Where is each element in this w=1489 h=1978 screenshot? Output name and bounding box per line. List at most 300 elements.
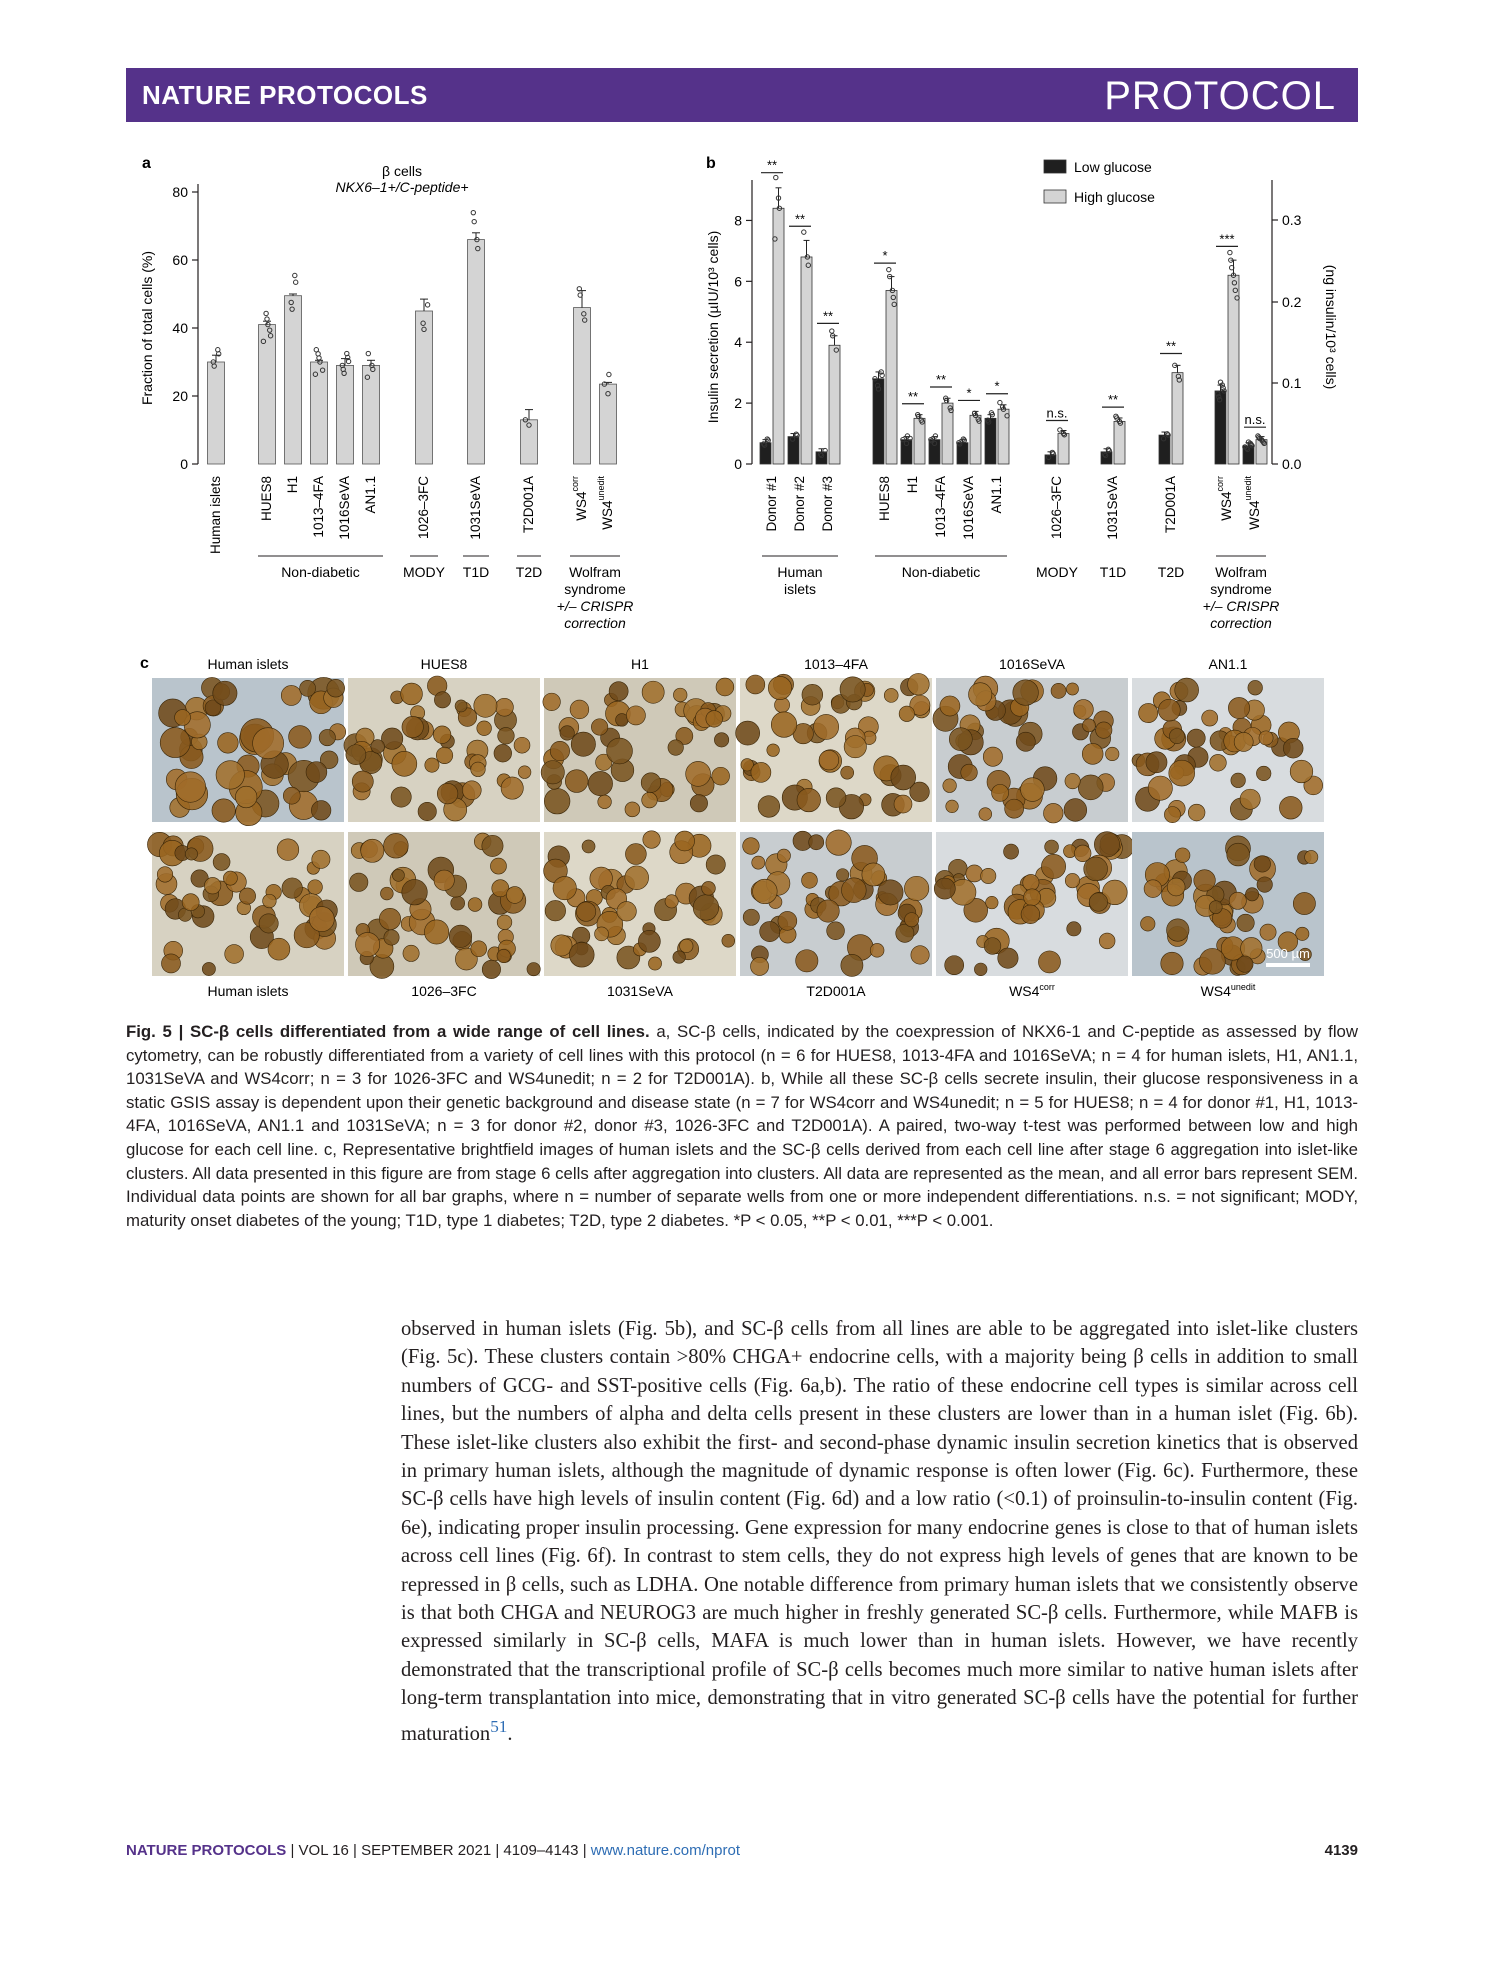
footer-date: SEPTEMBER 2021 [361, 1842, 492, 1859]
chart-b-ylabel: Insulin secretion (µIU/10³ cells) [705, 230, 721, 424]
chart-a-title: β cells [382, 163, 422, 179]
micrograph-top-label: 1016SeVA [999, 656, 1065, 672]
cluster [268, 938, 290, 960]
cluster [541, 761, 564, 784]
chart-b-bar-high [801, 257, 812, 464]
cluster [702, 881, 716, 895]
cluster [371, 740, 385, 754]
cluster [545, 900, 566, 921]
cluster [384, 833, 409, 858]
cluster [827, 922, 845, 940]
cluster [643, 831, 660, 848]
cluster [706, 855, 725, 874]
cluster [598, 795, 612, 809]
chart-b-legend-swatch [1044, 160, 1066, 173]
cluster [560, 726, 574, 740]
chart-a-xtick-label: 1013–4FA [310, 476, 326, 538]
chart-b-datapoint [1221, 386, 1225, 390]
chart-b-xtick-label: H1 [904, 476, 920, 494]
cluster [436, 747, 453, 764]
cluster [449, 925, 472, 948]
cluster [425, 758, 439, 772]
cluster [904, 876, 928, 900]
cluster [706, 711, 723, 728]
chart-b-bar-low [1159, 435, 1170, 464]
cluster [716, 678, 734, 696]
cluster [506, 887, 523, 904]
cluster [384, 930, 399, 945]
cluster [934, 878, 955, 899]
cluster [403, 945, 419, 961]
panel-label-b: b [706, 155, 716, 172]
cluster [1082, 719, 1095, 732]
cluster [392, 869, 404, 881]
cluster [213, 681, 237, 705]
chart-b-bar-high [1172, 373, 1183, 464]
chart-a-group-label-line1: Non-diabetic [281, 564, 360, 580]
cluster [752, 856, 765, 869]
chart-b-ytick-label: 2 [734, 395, 742, 412]
cluster [1209, 901, 1222, 914]
cluster [648, 957, 661, 970]
cluster [673, 688, 687, 702]
cluster [490, 858, 506, 874]
chart-b-ytick-label: 6 [734, 273, 742, 290]
cluster [1187, 729, 1205, 747]
chart-b-xtick-label: 1026–3FC [1048, 476, 1064, 540]
cluster [809, 835, 824, 850]
cluster [814, 714, 839, 739]
cluster [1139, 703, 1158, 722]
chart-b-sig-label: ** [1107, 392, 1119, 408]
cluster [1259, 731, 1273, 745]
chart-a-group-label-line2: syndrome [564, 581, 626, 597]
chart-a-xtick-label: T2D001A [520, 476, 536, 534]
cluster [844, 736, 866, 758]
cluster [1148, 776, 1172, 800]
cluster [175, 710, 191, 726]
cluster [462, 781, 481, 800]
cluster [891, 765, 916, 790]
cluster [665, 895, 678, 908]
chart-b-sig-label: n.s. [1046, 405, 1068, 421]
cluster [1202, 710, 1218, 726]
chart-b-bar-high [886, 290, 897, 464]
cluster [758, 796, 780, 818]
cluster [642, 792, 658, 808]
chart-a-datapoint [472, 219, 476, 223]
chart-b-sig-label: n.s. [1244, 412, 1266, 428]
cluster [543, 693, 561, 711]
cluster [1175, 678, 1199, 702]
chart-a-xtick-label: 1031SeVA [467, 476, 483, 540]
chart-a-xtick-label: 1026–3FC [415, 476, 431, 540]
chart-a-datapoint [293, 273, 297, 277]
chart-b-sig-label: * [994, 378, 1000, 394]
cluster [306, 762, 327, 783]
cluster [1254, 856, 1270, 872]
chart-b-xtick-label: AN1.1 [988, 476, 1004, 514]
cluster [361, 839, 384, 862]
chart-b-bar-high [1058, 434, 1069, 464]
cluster [327, 679, 345, 697]
cluster [836, 869, 848, 881]
cluster [1021, 778, 1045, 802]
cluster [1078, 775, 1103, 800]
chart-a-group-label-line3: +/– CRISPR [556, 598, 634, 614]
chart-b-xtick-label: Donor #2 [791, 476, 807, 532]
cluster [617, 902, 636, 921]
cluster [966, 865, 983, 882]
cluster [497, 949, 510, 962]
cluster [160, 728, 190, 758]
cluster [802, 684, 823, 705]
micrograph-panel [126, 650, 1358, 1010]
cluster [1188, 804, 1205, 821]
chart-b-datapoint [1058, 428, 1062, 432]
micrograph-bottom-label: $WS4^{unedit}$ [1200, 982, 1256, 999]
cluster [1005, 799, 1024, 818]
cluster [1023, 874, 1039, 890]
chart-a-xtick-label: $WS4^{unedit}$ [596, 476, 615, 530]
cluster [312, 850, 330, 868]
cluster [402, 879, 428, 905]
chart-a-bar [363, 365, 380, 464]
cluster [418, 802, 436, 820]
chart-b-xtick-label: Donor #1 [763, 476, 779, 532]
cluster [862, 863, 885, 886]
cluster [544, 788, 570, 814]
cluster [204, 877, 221, 894]
cluster [1016, 732, 1035, 751]
cluster [239, 888, 255, 904]
micrograph-bottom-label: 1026–3FC [411, 983, 477, 999]
cluster [218, 733, 239, 754]
cluster [495, 698, 513, 716]
micrograph-bottom-label: 1031SeVA [607, 983, 673, 999]
chart-a-datapoint [366, 351, 370, 355]
chart-b-sig-label: ** [766, 157, 778, 173]
cluster [884, 688, 898, 702]
cluster [894, 795, 912, 813]
scale-bar [1266, 963, 1310, 967]
cluster [1237, 956, 1253, 972]
cluster [642, 681, 664, 703]
scale-bar-label: 500 µm [1266, 946, 1310, 961]
chart-a-datapoint [265, 317, 269, 321]
cluster [1089, 893, 1107, 911]
chart-b-ytick-right-label: 0.1 [1282, 375, 1302, 391]
cluster [1169, 729, 1184, 744]
chart-b-bar-high [914, 418, 925, 464]
cluster [1038, 951, 1060, 973]
cluster [565, 770, 588, 793]
cluster [1066, 683, 1078, 695]
cluster [943, 779, 957, 793]
cluster [157, 867, 172, 882]
cluster [281, 685, 301, 705]
chart-b-xtick-label: $WS4^{corr}$ [1215, 476, 1234, 521]
cluster [796, 950, 818, 972]
cluster [1231, 773, 1246, 788]
cluster [455, 700, 467, 712]
cluster [641, 773, 661, 793]
body-paragraph: observed in human islets (Fig. 5b), and SC-β cells from all lines are able to be aggregated into islet-like clusters (Fig. 5c). These clusters contain >80% CHGA+ endocrine cells, with a majority being β cells in addition to small numbers of GCG- and SST-positive cells (Fig. 6a,b). The ratio of these endocrine cell types is similar across cell lines, but the numbers of alpha and delta cells present in these clusters are lower than in a human islet (Fig. 6b). These islet-like clusters also exhibit the first- and second-phase dynamic insulin secretion kinetics that is observed in primary human islets, although the magnitude of dynamic response is often lower (Fig. 6c). Furthermore, these SC-β cells have high levels of insulin content (Fig. 6d) and a low ratio (<0.1) of proinsulin-to-insulin content (Fig. 6e), indicating proper insulin processing. Gene expression for many endocrine genes is close to that of human islets across cell lines (Fig. 6f). In contrast to stem cells, they do not express high levels of genes that are known to be repressed in β cells, such as LDHA. One notable difference from primary human islets that we consistently observe is that both CHGA and NEUROG3 are much higher in freshly generated SC-β cells. Furthermore, while MAFB is expressed similarly in SC-β cells, MAFA is much lower than in human islets. However, we have recently demonstrated that the transcriptional profile of SC-β cells becomes much more similar to native human islets after long-term transplantation into mice, demonstrating that in vitro generated SC-β cells have the potential for further maturation$^{51}$. [401, 1318, 1358, 1745]
cluster [553, 876, 576, 899]
cluster [498, 727, 515, 744]
cluster [826, 830, 851, 855]
cluster [263, 894, 277, 908]
cluster [1199, 948, 1225, 974]
micrograph-top-label: H1 [631, 656, 649, 672]
chart-b-bar-high [970, 415, 981, 464]
chart-b-datapoint [933, 434, 937, 438]
cluster [1067, 922, 1081, 936]
chart-a-group-label-line1: Wolfram [569, 564, 621, 580]
cluster [983, 747, 1002, 766]
chart-a-xtick-label: HUES8 [258, 476, 274, 522]
cluster [750, 957, 768, 975]
cluster [1305, 850, 1318, 863]
cluster [356, 932, 380, 956]
chart-a-group-label-line1: T1D [462, 564, 490, 580]
footer-pages: 4109–4143 [503, 1842, 579, 1859]
cluster [437, 783, 458, 804]
cluster [1045, 840, 1059, 854]
cluster [401, 683, 423, 705]
cluster [1164, 807, 1180, 823]
chart-b-ytick-right-label: 0.3 [1282, 212, 1302, 228]
cluster [434, 870, 454, 890]
cluster [1210, 754, 1227, 771]
chart-b-sig-label: * [882, 248, 888, 264]
journal-header-bar [126, 68, 1358, 122]
cluster [352, 771, 373, 792]
chart-b-datapoint [802, 230, 806, 234]
cluster [494, 744, 512, 762]
micrograph-top-label: Human islets [207, 656, 289, 672]
cluster [746, 675, 765, 694]
chart-b-group-label-line2: islets [784, 581, 816, 597]
cluster [202, 962, 215, 975]
chart-b-bar-high [1228, 275, 1239, 464]
chart-b-bar-low [985, 418, 996, 464]
chart-b-datapoint [765, 437, 769, 441]
cluster [712, 767, 730, 785]
cluster [1141, 917, 1155, 931]
cluster [482, 960, 500, 978]
chart-b-group-label-line1: Human [777, 564, 823, 580]
cluster [471, 941, 487, 957]
chart-b-sig-label: ** [822, 308, 834, 324]
cluster [212, 799, 235, 822]
cluster [625, 866, 649, 890]
chart-b-datapoint [998, 400, 1002, 404]
cluster [974, 963, 987, 976]
cluster [319, 729, 335, 745]
chart-b-ytick-right-label: 0.0 [1282, 456, 1302, 472]
chart-b-datapoint [1228, 250, 1232, 254]
chart-a-ylabel: Fraction of total cells (%) [139, 250, 155, 406]
cluster [940, 696, 960, 716]
chart-b-datapoint [794, 432, 798, 436]
chart-a-group-label-line4: correction [564, 615, 626, 631]
chart-a-subtitle: NKX6–1+/C-peptide+ [335, 179, 469, 195]
cluster [1194, 870, 1216, 892]
cluster [767, 744, 780, 757]
cluster [908, 673, 930, 695]
cluster [514, 737, 530, 753]
cluster [673, 951, 686, 964]
cluster [380, 887, 393, 900]
cluster [501, 777, 523, 799]
chart-b-ylabel-right: (ng insulin/10³ cells) [1323, 264, 1339, 390]
cluster [283, 787, 300, 804]
cluster [625, 802, 640, 817]
chart-b-xtick-label: $WS4^{unedit}$ [1243, 476, 1262, 530]
cluster [1229, 892, 1246, 909]
cluster [1065, 873, 1079, 887]
cluster [690, 795, 707, 812]
cluster [225, 945, 244, 964]
panel-label-a: a [142, 155, 151, 172]
cluster [497, 915, 512, 930]
micrograph-bottom-label: $WS4^{corr}$ [1009, 982, 1055, 999]
chart-a-bar [416, 311, 433, 464]
cluster [1105, 747, 1119, 761]
cluster [1064, 799, 1087, 822]
cluster [1096, 722, 1112, 738]
cluster [1167, 919, 1190, 942]
chart-b-legend-swatch [1044, 190, 1066, 203]
cluster [722, 934, 735, 947]
chart-a-group-label-line1: T2D [515, 564, 543, 580]
chart-b-xtick-label: 1016SeVA [960, 476, 976, 540]
cluster [626, 706, 645, 725]
cluster [675, 831, 695, 851]
cluster [1279, 796, 1302, 819]
chart-a-datapoint [294, 280, 298, 284]
cluster [551, 935, 572, 956]
cluster [182, 894, 199, 911]
chart-b-sig-label: * [966, 385, 972, 401]
footer-volume: VOL 16 [298, 1842, 349, 1859]
cluster [571, 732, 595, 756]
cluster [223, 871, 237, 885]
cluster [1260, 924, 1276, 940]
chart-b-bar-high [773, 208, 784, 464]
cluster [905, 913, 919, 927]
cluster [582, 840, 595, 853]
cluster [451, 896, 465, 910]
cluster [743, 909, 759, 925]
chart-b-bar-low [901, 440, 912, 464]
cluster [607, 738, 633, 764]
cluster [946, 800, 959, 813]
cluster [569, 942, 594, 967]
cluster [1257, 877, 1272, 892]
cluster [477, 721, 492, 736]
cluster [714, 733, 728, 747]
cluster [771, 712, 797, 738]
cluster [311, 801, 331, 821]
chart-b-xtick-label: HUES8 [876, 476, 892, 522]
cluster [277, 839, 299, 861]
cluster [768, 676, 791, 699]
cluster [424, 920, 448, 944]
footer-journal: NATURE PROTOCOLS [126, 1842, 287, 1859]
chart-b-sig-label: *** [1219, 231, 1235, 247]
cluster [1248, 680, 1263, 695]
cluster [1004, 844, 1019, 859]
cluster [289, 726, 312, 749]
cluster [161, 954, 180, 973]
chart-a-datapoint [425, 303, 429, 307]
cluster [1074, 845, 1091, 862]
chart-b-group-label-line3: +/– CRISPR [1202, 598, 1280, 614]
cluster [570, 700, 589, 719]
chart-b-xtick-label: 1013–4FA [932, 476, 948, 538]
cluster [1024, 889, 1041, 906]
chart-b-datapoint [961, 437, 965, 441]
chart-b-datapoint [774, 175, 778, 179]
chart-a-group-label-line1: MODY [403, 564, 445, 580]
figure-caption [126, 1020, 1358, 1232]
chart-b-group-label-line1: T1D [1099, 564, 1127, 580]
cluster [1074, 700, 1094, 720]
page-number: 4139 [1324, 1842, 1358, 1859]
cluster [1146, 752, 1167, 773]
chart-a-bar [468, 240, 485, 464]
cluster [686, 761, 711, 786]
cluster [819, 750, 839, 770]
cluster [736, 721, 760, 745]
chart-b-sig-label: ** [907, 388, 919, 404]
chart-b-ytick-label: 8 [734, 212, 742, 229]
cluster [175, 772, 206, 803]
cluster [911, 946, 929, 964]
cluster [235, 786, 257, 808]
cluster [609, 682, 628, 701]
cluster [216, 761, 244, 789]
chart-b [700, 150, 1360, 640]
cluster [1296, 927, 1309, 940]
cluster [840, 677, 865, 702]
cluster [1082, 743, 1103, 764]
cluster [638, 930, 660, 952]
cluster [259, 914, 278, 933]
cluster [434, 692, 450, 708]
chart-b-xtick-label: Donor #3 [819, 476, 835, 532]
caption-text: a, SC-β cells, indicated by the coexpression of NKX6-1 and C-peptide as assessed by flow cytometry, can be robustly differentiated from a variety of cell lines with this protocol (n = 6 for HUES8, 1013-4FA and 1016SeVA; n = 4 for human islets, H1, AN1.1, 1031SeVA and WS4corr; n = 3 for 1026-3FC and WS4unedit; n = 2 for T2D001A). b, While all these SC-β cells secrete insulin, their glucose responsiveness in a static GSIS assay is dependent upon their genetic background and disease state (n = 7 for WS4corr and WS4unedit; n = 5 for HUES8; n = 4 for donor #1, H1, 1013-4FA, 1016SeVA, AN1.1 and 1031SeVA; n = 3 for donor #2, donor #3, 1026-3FC and T2D001A). A paired, two-way t-test was performed between low and high glucose for each cell line. c, Representative brightfield images of human islets and the SC-β cells derived from each cell line after stage 6 aggregation into islet-like clusters. All data presented in this figure are from stage 6 cells after aggregation into clusters. All data are represented as the mean, and all error bars represent SEM. Individual data points are shown for all bar graphs, where n = number of separate wells from one or more independent differentiations. n.s. = not significant; MODY, maturity onset diabetes of the young; T1D, type 1 diabetes; T2D, type 2 diabetes. *P < 0.05, **P < 0.01, ***P < 0.001. [126, 1022, 1359, 1230]
chart-b-group-label-line1: Non-diabetic [901, 564, 981, 580]
cluster [945, 956, 964, 975]
cluster [1051, 683, 1066, 698]
chart-a-bar [574, 308, 591, 464]
footer-url[interactable]: www.nature.com/nprot [590, 1842, 740, 1859]
chart-b-datapoint [887, 267, 891, 271]
cluster [402, 716, 423, 737]
chart-a-ytick-label: 40 [172, 320, 188, 336]
cluster [300, 680, 316, 696]
chart-a-xtick-label: H1 [284, 476, 300, 494]
reference-link[interactable]: 51 [490, 1716, 508, 1736]
cluster [899, 706, 914, 721]
cluster [1065, 773, 1080, 788]
page-footer: NATURE PROTOCOLS | VOL 16 | SEPTEMBER 2021 | 4109–4143 | www.nature.com/nprot 4139 [126, 1842, 1358, 1859]
chart-b-sig-label: ** [1165, 338, 1177, 354]
chart-a-bar [208, 362, 225, 464]
